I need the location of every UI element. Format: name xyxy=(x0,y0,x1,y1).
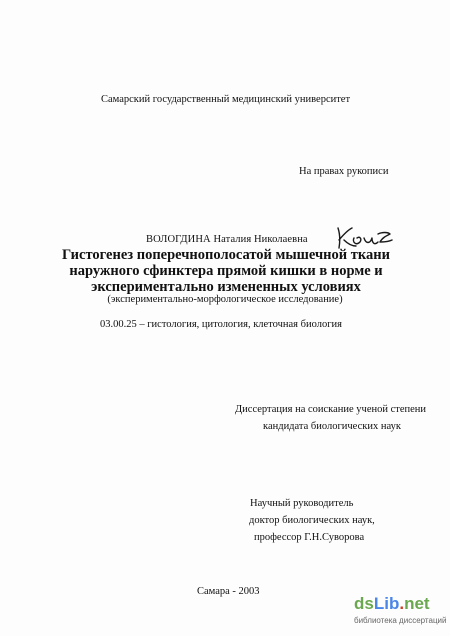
title-line: наружного сфинктера прямой кишки в норме и xyxy=(69,263,383,279)
supervisor-heading: Научный руководитель xyxy=(250,498,354,509)
logo-part-net: net xyxy=(404,594,430,613)
title-line: Гистогенез поперечнополосатой мышечной ткани xyxy=(62,247,390,263)
dissertation-subtitle: (экспериментально-морфологическое исследование) xyxy=(107,294,343,305)
university-name: Самарский государственный медицинский университет xyxy=(101,94,351,105)
degree-line-1: Диссертация на соискание ученой степени xyxy=(235,404,427,415)
supervisor-degree: доктор биологических наук, xyxy=(249,515,375,526)
watermark-caption: библиотека диссертаций xyxy=(354,616,447,625)
rights-note: На правах рукописи xyxy=(299,166,389,177)
supervisor-name: профессор Г.Н.Суворова xyxy=(254,532,365,543)
degree-line-2: кандидата биологических наук xyxy=(263,421,401,432)
specialty-code: 03.00.25 – гистология, цитология, клеточная биология xyxy=(100,319,342,330)
logo-part-dot: . xyxy=(399,594,405,613)
logo-part-lib: Lib xyxy=(373,594,400,613)
dslib-watermark[interactable] xyxy=(354,594,450,636)
watermark-logo xyxy=(354,594,430,614)
title-line: экспериментально измененных условиях xyxy=(91,279,361,295)
logo-part-ds: ds xyxy=(354,594,374,613)
city-year: Самара - 2003 xyxy=(197,586,260,597)
author-name: ВОЛОГДИНА Наталия Николаевна xyxy=(146,234,308,245)
dissertation-title xyxy=(40,247,412,295)
